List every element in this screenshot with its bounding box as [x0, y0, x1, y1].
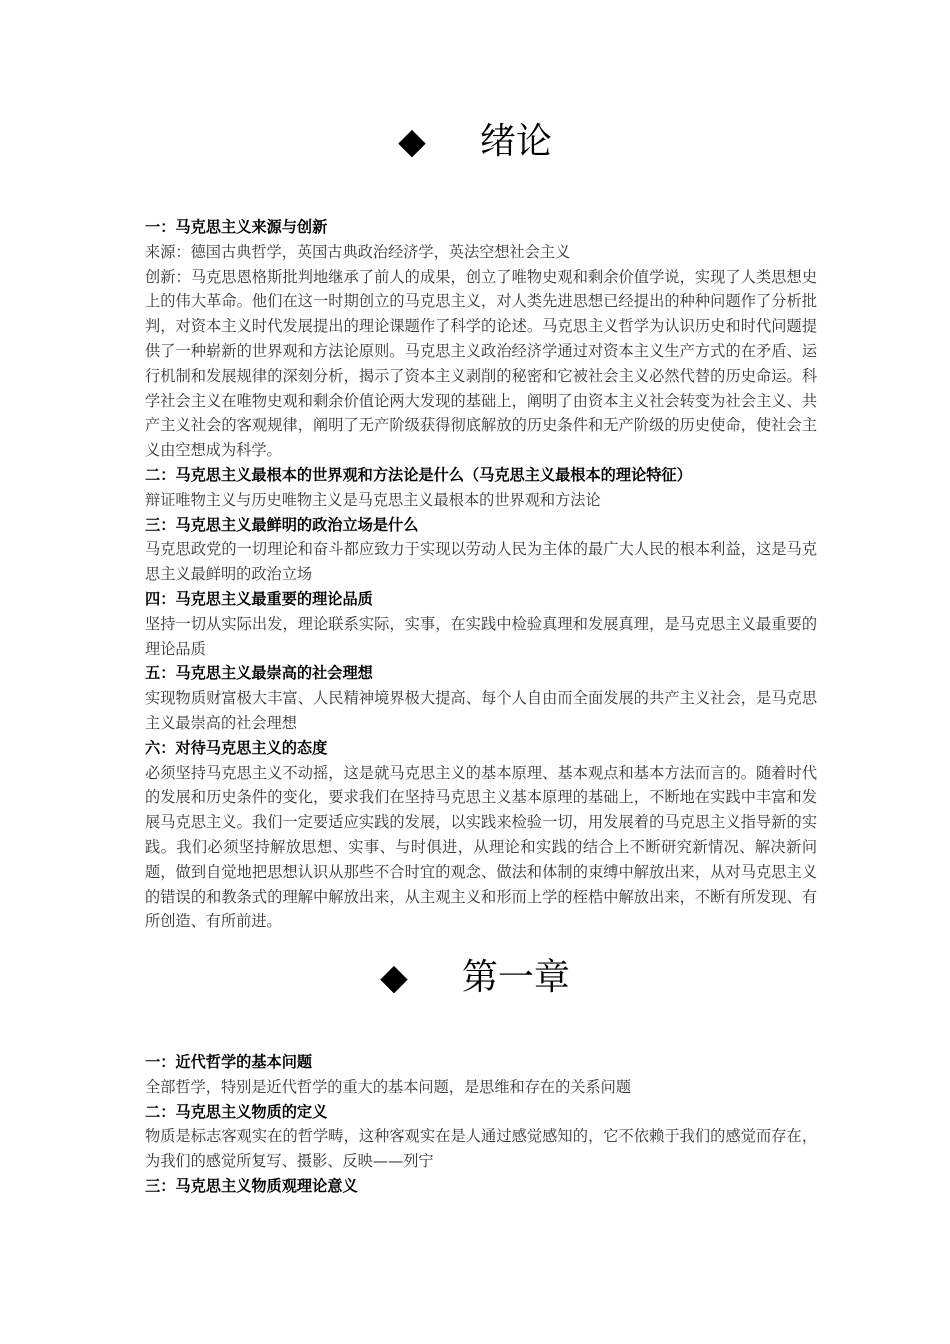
black-diamond-icon: ◆ [380, 957, 408, 998]
intro-q2-question: 二：马克思主义最根本的世界观和方法论是什么（马克思主义最根本的理论特征） [145, 465, 692, 484]
ch1-q2-answer: 物质是标志客观实在的哲学畴，这种客观实在是人通过感觉感知的，它不依赖于我们的感觉而存在，为我们的感觉所复写、摄影、反映——列宁 [145, 1127, 817, 1171]
intro-q4-answer: 坚持一切从实际出发，理论联系实际，实事，在实践中检验真理和发展真理，是马克思主义最重要的理论品质 [145, 614, 817, 658]
intro-title: 绪论 [479, 121, 552, 162]
intro-q6-question: 六：对待马克思主义的态度 [145, 738, 328, 757]
chapter1-title: 第一章 [461, 957, 570, 998]
intro-q5-question: 五：马克思主义最崇高的社会理想 [145, 664, 373, 683]
intro-q3-question: 三：马克思主义最鲜明的政治立场是什么 [145, 515, 419, 534]
intro-q6-answer: 必须坚持马克思主义不动摇，这是就马克思主义的基本原理、基本观点和基本方法而言的。随着时代的发展和历史条件的变化，要求我们在坚持马克思主义基本原理的基础上，不断地在实践中丰富和发展马克思主义。我们一定要适应实践的发展，以实践来检验一切，用发展着的马克思主义指导新的实践。我们必须坚持解放思想、实事、与时俱进，从理论和实践的结合上不断研究新情况、解决新问题，做到自觉地把思想认识从那些不合时宜的观念、做法和体制的束缚中解放出来，从对马克思主义的错误的和教条式的理解中解放出来，从主观主义和形而上学的桎梏中解放出来，不断有所发现、有所创造、有所前进。 [145, 763, 817, 931]
intro-q4-question: 四：马克思主义最重要的理论品质 [145, 589, 373, 608]
intro-q1-question: 一：马克思主义来源与创新 [145, 218, 328, 236]
ch1-q1-answer: 全部哲学，特别是近代哲学的重大的基本问题，是思维和存在的关系问题 [145, 1077, 631, 1096]
chapter1-section [145, 1050, 817, 1199]
intro-q1-source: 来源：德国古典哲学，英国古典政治经济学，英法空想社会主义 [145, 242, 571, 261]
ch1-q2-question: 二：马克思主义物质的定义 [145, 1102, 328, 1121]
ch1-q3-question: 三：马克思主义物质观理论意义 [145, 1176, 358, 1195]
chapter1-heading [0, 957, 950, 998]
intro-q3-answer: 马克思政党的一切理论和奋斗都应致力于实现以劳动人民为主体的最广大人民的根本利益，这是马克思主义最鲜明的政治立场 [145, 540, 817, 584]
intro-section [145, 215, 817, 934]
intro-q1-innovation: 创新：马克思恩格斯批判地继承了前人的成果，创立了唯物史观和剩余价值学说，实现了人类思想史上的伟大革命。他们在这一时期创立的马克思主义，对人类先进思想已经提出的种种问题作了分析批判，对资本主义时代发展提出的理论课题作了科学的论述。马克思主义哲学为认识历史和时代问题提供了一种崭新的世界观和方法论原则。马克思主义政治经济学通过对资本主义生产方式的在矛盾、运行机制和发展规律的深刻分析，揭示了资本主义剥削的秘密和它被社会主义必然代替的历史命运。科学社会主义在唯物史观和剩余价值论两大发现的基础上，阐明了由资本主义社会转变为社会主义、共产主义社会的客观规律，阐明了无产阶级获得彻底解放的历史条件和无产阶级的历史使命，使社会主义由空想成为科学。 [145, 267, 817, 460]
black-diamond-icon: ◆ [398, 121, 426, 162]
ch1-q1-question: 一：近代哲学的基本问题 [145, 1053, 313, 1071]
intro-q2-answer: 辩证唯物主义与历史唯物主义是马克思主义最根本的世界观和方法论 [145, 490, 601, 509]
intro-heading [0, 121, 950, 162]
intro-q5-answer: 实现物质财富极大丰富、人民精神境界极大提高、每个人自由而全面发展的共产主义社会，是马克思主义最崇高的社会理想 [145, 689, 817, 732]
